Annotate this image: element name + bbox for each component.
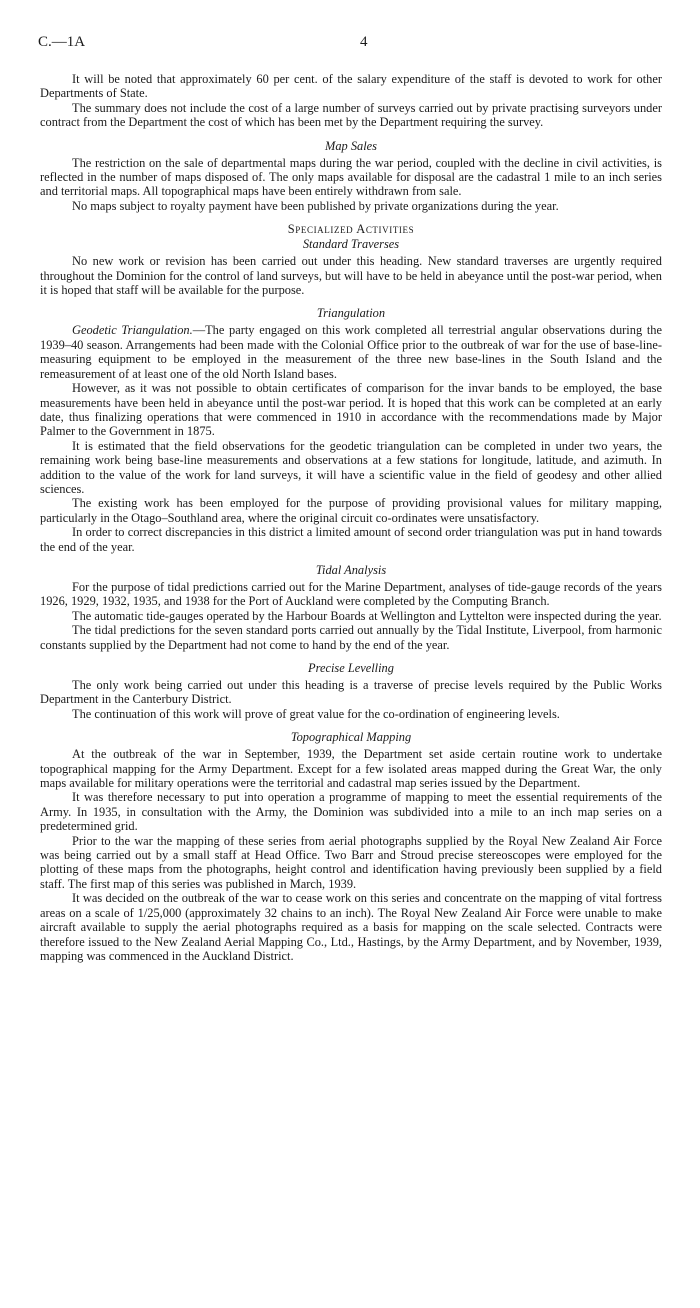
section-heading-triangulation: Triangulation [316,306,386,321]
paragraph: The summary does not include the cost of a large number of surveys carried out by private practising surveyors under contract from the Department the cost of which has been met by the Department requiring the survey. [40,100,662,130]
paragraph: No new work or revision has been carried out under this heading. New standard traverses are urgently required throughout the Dominion for the control of land surveys, but will have to be held in abeyance until the post-war period, when it is hoped that staff will be available for the purpose. [40,254,662,298]
paragraph: It was therefore necessary to put into operation a programme of mapping to meet the essential requirements of the Army. In 1935, in consultation with the Army, the Dominion was subdivided into a mile to an inch map series on a predetermined grid. [40,790,662,834]
paragraph: It will be noted that approximately 60 per cent. of the salary expenditure of the staff is devoted to work for other Departments of State. [40,72,662,101]
section-heading-precise-levelling: Precise Levelling [308,661,394,675]
paragraph: It is estimated that the field observations for the geodetic triangulation can be completed in under two years, the remaining work being base-line measurements and observations at a few stations for longitude, latitude, and azimuth. In addition to the value of the work for land surveys, it will have a scientific value in the field of geodesy and other allied sciences. [40,438,662,496]
section-heading-tidal-analysis: Tidal Analysis [315,562,387,577]
section-heading-topographical-mapping: Topographical Mapping [290,730,412,745]
paragraph: The existing work has been employed for the purpose of providing provisional values for military mapping, particularly in the Otago–Southland area, where the original circuit co-ordinates were unsatisfactory. [40,496,662,525]
paragraph: The only work being carried out under this heading is a traverse of precise levels required by the Public Works Department in the Canterbury District. [40,678,662,707]
paragraph: For the purpose of tidal predictions carried out for the Marine Department, analyses of tide-gauge records of the years 1926, 1929, 1932, 1935, and 1938 for the Port of Auckland were completed by the Computing Branch. [40,579,662,609]
section-heading-map-sales: Map Sales [325,138,377,153]
paragraph: It was decided on the outbreak of the war to cease work on this series and concentrate on the mapping of vital fortress areas on a scale of 1/25,000 (approximately 32 chains to an inch). The Royal New Zealand Air Force were unable to make aircraft available to supply the aerial photographs required as a basis for mapping on the scale selected. Contracts were therefore issued to the New Zealand Aerial Mapping Co., Ltd., Hastings, by the Army Department, and by November, 1939, mapping was commenced in the Auckland District. [40,891,662,963]
paragraph [40,323,662,381]
paragraph: Prior to the war the mapping of these series from aerial photographs supplied by the Royal New Zealand Air Force was being carried out by a small staff at Head Office. Two Barr and Stroud precise stereoscopes were employed for the plotting of these maps from the photographs, height control and identification having previously been supplied by a field staff. The first map of this series was published in March, 1939. [40,833,662,891]
page-header [38,34,662,54]
section-heading-specialized-activities: Specialized Activities [287,222,415,237]
page-number: 4 [360,34,368,50]
paragraph: No maps subject to royalty payment have been published by private organizations during the year. [72,198,559,213]
section-heading-standard-traverses: Standard Traverses [302,237,400,252]
run-in-heading: Geodetic Triangulation. [72,323,193,338]
paragraph: The tidal predictions for the seven standard ports carried out annually by the Tidal Institute, Liverpool, from harmonic constants supplied by the Department had not come to hand by the end of the year. [40,623,662,652]
paragraph: In order to correct discrepancies in this district a limited amount of second order triangulation was put in hand towards the end of the year. [40,525,662,554]
paragraph: At the outbreak of the war in September, 1939, the Department set aside certain routine work to undertake topographical mapping for the Army Department. Except for a few isolated areas mapped during the Great War, the only maps available for military operations were the territorial and cadastral map series issued by the Department. [40,747,662,791]
paragraph: The continuation of this work will prove of great value for the co-ordination of engineering levels. [72,706,560,721]
paragraph: The automatic tide-gauges operated by the Harbour Boards at Wellington and Lyttelton were inspected during the year. [72,608,662,623]
document-code: C.—1A [38,34,86,50]
paragraph: However, as it was not possible to obtain certificates of comparison for the invar bands to be employed, the base measurements have been held in abeyance until the post-war period. It is hoped that this work can be completed at an early date, thus finalizing operations that were commenced in 1910 in accordance with the recommendations made by Major Palmer to the Government in 1875. [40,381,662,439]
paragraph: The restriction on the sale of departmental maps during the war period, coupled with the decline in civil activities, is reflected in the number of maps disposed of. The only maps available for disposal are the cadastral 1 mile to an inch series and territorial maps. All topographical maps have been entirely withdrawn from sale. [40,155,662,199]
paragraph-text: —The party engaged on this work completed all terrestrial angular observations during the 1939–40 season. Arrangements had been made with the Colonial Office prior to the outbreak of war for the use of base-line-measuring equipment to be employed in the measurement of the three new base-lines in the South Island and the remeasurement of at least one of the old North Island bases. [40,323,662,381]
page-body [40,72,662,963]
